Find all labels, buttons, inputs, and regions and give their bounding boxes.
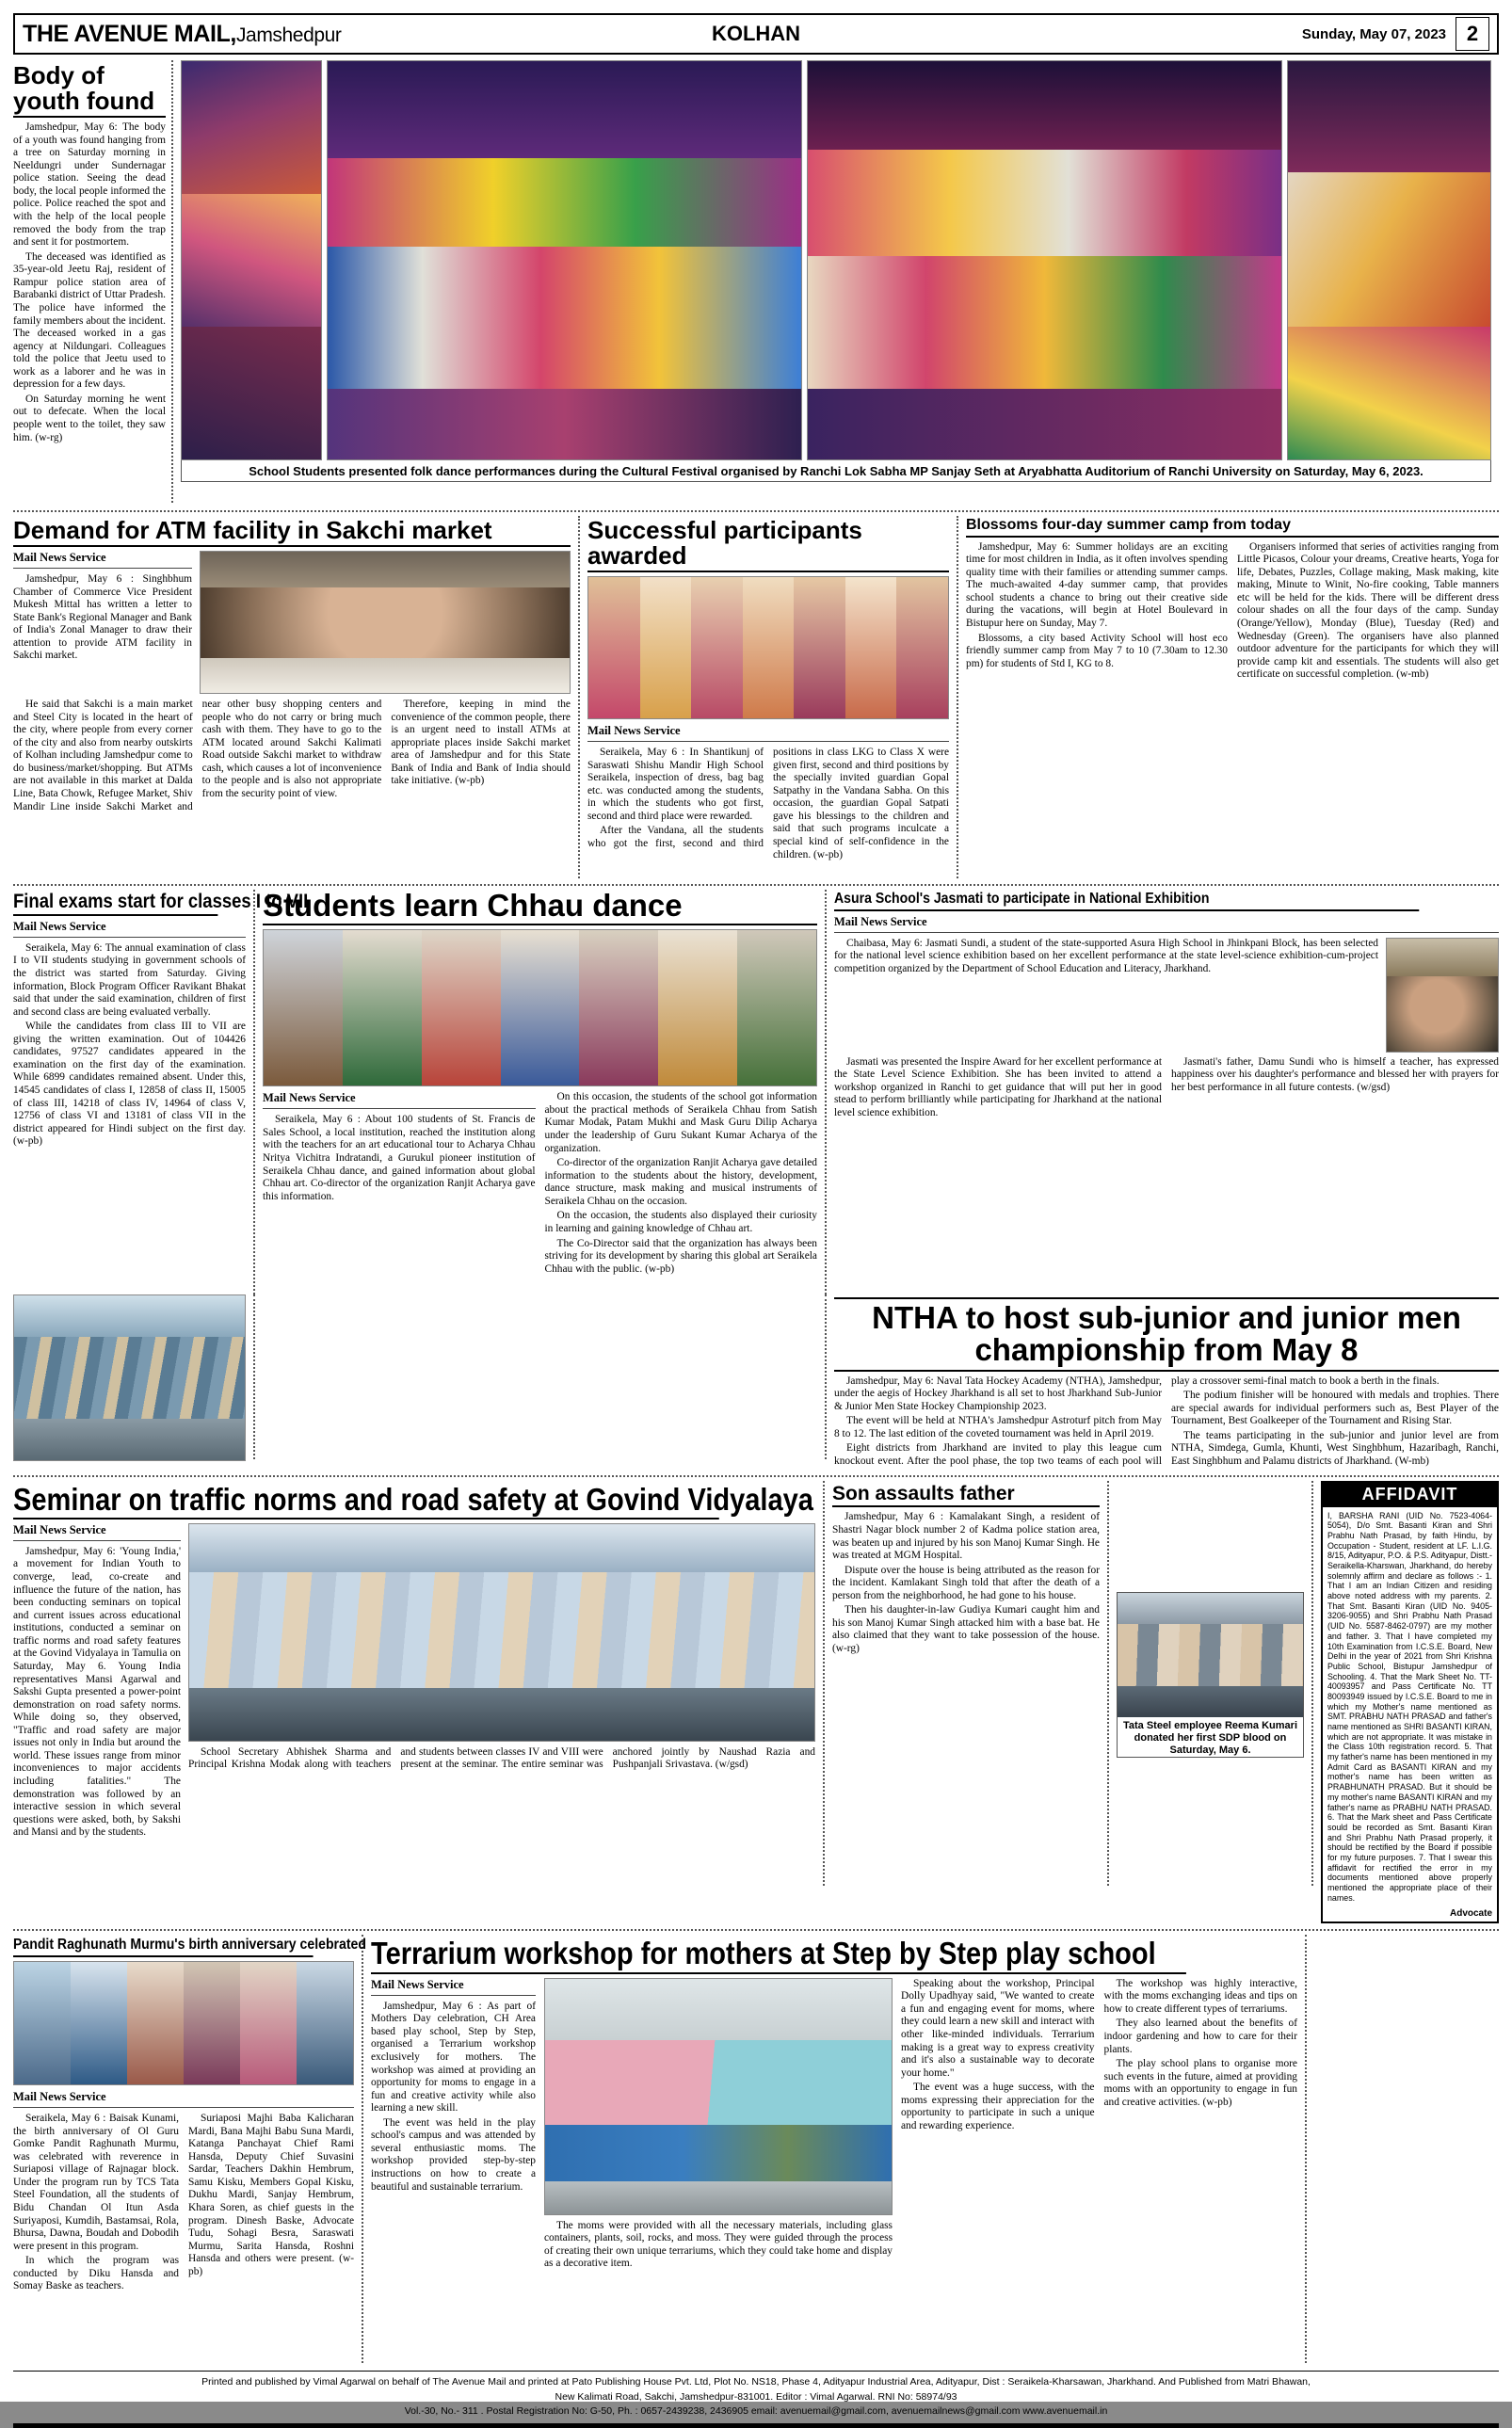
row-two (13, 516, 1499, 878)
article-body (188, 1746, 815, 1773)
lead-photo-1 (181, 60, 322, 460)
article-body (901, 1978, 1297, 2133)
article-chhau (255, 890, 825, 1294)
paragraph: Seraikela, May 6 : About 100 students of St. Francis de Sales School, a local institution, reached the institution along with the teachers for an art educational tour to Acharya Chhau Nritya Vichitra Indratandi, a Gurukul pioneer institution of Seraikela Chhau dance, and gained information about global Chhau art. Co-director of the organization Ranjit Acharya gave this information. (263, 1114, 536, 1202)
article-body (832, 1511, 1100, 1655)
paragraph: Seraikela, May 6 : Baisak Kunami, the birth anniversary of Ol Guru Gomke Pandit Raghunath Murmu, was celebrated with reverence in Suriaposi village of Rajnagar block. Under the program run by TCS Tata Steel Foundation, all the students of Bidu Chandan Ol Itun Asda Suriyaposi, Kumdih, Bastamsai, Rola, Bhursa, Dawna, Boudah and Dobodih were present in this program. (13, 2113, 179, 2252)
pandit-photo (13, 1961, 354, 2085)
article-body (13, 573, 192, 663)
paragraph: On this occasion, the students of the school got information about the practical methods of Seraikela Chhau from Satish Kumar Modak, Patam Mukhi and Mask Guru Dilip Acharya under the leadership of Guru Sukant Kumar Acharya of the organization. (544, 1091, 817, 1154)
article-seminar (13, 1481, 823, 1924)
atm-photo (200, 551, 571, 694)
paragraph: The podium finisher will be honoured with medals and trophies. There are special awards for individual performers such as, Best Player of the Tournament, Best Goalkeeper of the Tournament and Rising Star. (1171, 1390, 1499, 1427)
article-son-assaults (825, 1481, 1107, 1924)
footer-line-2: New Kalimati Road, Sakchi, Jamshedpur-831001. Editor : Vimal Agarwal. RNI No: 58974/93 (555, 2390, 957, 2403)
paragraph: The Co-Director said that the organization has always been striving for its development by sharing this global art Seraikela Chhau with the public. (w-pb) (544, 1237, 817, 1275)
blood-donation-block (1109, 1481, 1311, 1924)
affidavit-box (1321, 1481, 1499, 1924)
article-body (13, 2113, 354, 2293)
footer-line-3: Vol.-30, No.- 311 . Postal Registration No: G-50, Ph. : 0657-2439238, 2436905 email: avenuemail@gmail.com, avenuemailnews@gmail.com www.avenuemail.in (404, 2404, 1108, 2417)
headline-final-exams: Final exams start for classes I to VII (13, 892, 217, 916)
byline-mail-news-service: Mail News Service (587, 724, 949, 742)
headline-body-of-youth: Body of youth found (13, 63, 166, 118)
article-blossoms (958, 516, 1499, 878)
article-body (371, 2001, 536, 2194)
paragraph: The event will be held at NTHA's Jamshedpur Astroturf pitch from May 8 to 12. The last edition of the coveted tournament was held in April 2019. (834, 1415, 1162, 1439)
paragraph: Chaibasa, May 6: Jasmati Sundi, a student of the state-supported Asura High School in Jhinkpani Block, has been selected for the national level science exhibition based on her excellent performance at the state level-science exhibition-cum-project competition organized by the Department of School Education and Literacy, Jharkhand. (834, 937, 1378, 974)
byline-mail-news-service: Mail News Service (13, 1523, 181, 1541)
article-pandit (13, 1935, 366, 2363)
paragraph: The deceased was identified as 35-year-old Jeetu Raj, resident of Rampur police station area of Barabanki district of Uttar Pradesh. The police have informed the family members about the incident. The deceased worked in a gas agency at Nildungari. Colleagues told the police that Jeetu used to work as a laborer and he was in depression for a few days. (13, 250, 166, 391)
chhau-photo (263, 929, 817, 1086)
article-final-exams (13, 890, 309, 1294)
paragraph: On the occasion, the students also displayed their curiosity in learning and gaining knowledge of Chhau art. (544, 1210, 817, 1234)
paragraph: In which the program was conducted by Diku Hansda and Somay Baske as teachers. (13, 2255, 179, 2292)
paragraph: He said that Sakchi is a main market and Steel City is located in the heart of the city, where people from every corner of the city and also from nearby outskirts of Kolhan including Jamshedpur come to do business/market/shopping. But ATMs are not available in this market at Dalda Line, Bata Chowk, Refugee Market, Shiv Mandir Line inside Sakchi Market and near other busy shopping centers and people who do not carry or bring much cash with them. They have to go to the ATM located around Sakchi Kalimati Road outside Sakchi market to withdraw cash, which causes a lot of inconvenience to the people and is also not appropriate from the security point of view. (13, 699, 382, 812)
headline-ntha: NTHA to host sub-junior and junior men championship from May 8 (834, 1297, 1499, 1372)
row-three-b-spacer-left (13, 1294, 253, 1470)
masthead-title-block (23, 21, 342, 48)
paragraph: Jasmati was presented the Inspire Award for her excellent performance at the State Level Science Exhibition. She has been invited to attend a workshop organized in Ranchi to get guidance that will put her in good stead to perform brilliantly while participating for Jharkhand at the national level science exhibition. (834, 1055, 1162, 1118)
article-body-of-youth (13, 60, 171, 503)
paragraph: The event was held in the play school's campus and was attended by several enthusiastic moms. The workshop provided step-by-step instructions on how to create a beautiful and sustainable terrarium. (371, 2116, 536, 2193)
headline-chhau: Students learn Chhau dance (263, 890, 817, 925)
seminar-photo (188, 1523, 815, 1742)
paragraph: After the Vandana, all the students who got the first, second and third positions in class LKG to Class X were given first, second and third positions by the specially invited guardian Gopal Satpathy in the Vandana Sabha. On this occasion, the guardian Gopal Satpati gave his blessings to the children and said that such programs inculcate a special kind of self-confidence in the children. (w-pb) (587, 747, 949, 860)
masthead-section: KOLHAN (711, 22, 801, 45)
row-three-b-spacer-mid (255, 1294, 825, 1470)
paragraph: Jamshedpur, May 6: The body of a youth was found hanging from a tree on Saturday morning in Neeldungri under Sundernagar police station. Seeing the dead body, the local people informed the police. Police reached the spot and with the help of the local people removed the body from the trap and sent it for postmortem. (13, 121, 166, 249)
paragraph: Jamshedpur, May 6 : Kamalakant Singh, a resident of Shastri Nagar block number 2 of Kadma police station area, was beaten up and injured by his son Manoj Kumar Singh. He was treated at MGM Hospital. (832, 1511, 1100, 1562)
row-four (13, 1481, 1499, 1924)
paragraph: Co-director of the organization Ranjit Acharya gave detailed information to the students about the history, development, dance structure, mask making and musical instruments of Seraikela Chhau on the occasion. (544, 1157, 817, 1207)
lead-photo-caption: School Students presented folk dance performances during the Cultural Festival organised by Ranchi Lok Sabha MP Sanjay Seth at Aryabhatta Auditorium of Ranchi University on Saturday, May 6, 2023. (249, 464, 1424, 478)
classroom-photo (13, 1294, 246, 1461)
paragraph: They also learned about the benefits of indoor gardening and how to care for their plants. (1103, 2018, 1297, 2055)
row-five (13, 1935, 1499, 2363)
terrarium-photo (544, 1978, 893, 2215)
article-body (834, 1375, 1499, 1470)
paragraph: Speaking about the workshop, Principal Dolly Upadhyay said, "We wanted to create a fun and engaging event for moms, where they could learn a new skill and interact with other like-minded individuals. Terrarium making is a great way to express creativity and it's also a sustainable way to decorate your home." (901, 1977, 1095, 2079)
masthead-datetext: May 07, 2023 (1356, 25, 1446, 42)
paragraph: The play school plans to organise more such events in the future, aimed at providing moms with an opportunity to engage in fun and creative activities. (w-pb) (1103, 2058, 1297, 2108)
paragraph: On Saturday morning he went out to defecate. When the local people went to the toilet, they saw him. (w-rg) (13, 393, 166, 443)
lead-photo-2 (327, 60, 802, 460)
page-footer (13, 2375, 1499, 2419)
page-number: 2 (1456, 17, 1489, 51)
article-body (13, 1546, 181, 1840)
affidavit-block (1313, 1481, 1499, 1924)
article-body (834, 1056, 1499, 1120)
paragraph: Dispute over the house is being attributed as the reason for the incident. Kamlakant Singh told that after the death of a person from the neighborhood, he had gone to his house. (832, 1564, 1100, 1601)
article-asura (827, 890, 1499, 1294)
row-three (13, 890, 1499, 1294)
paragraph: The event was a huge success, with the moms expressing their appreciation for the opportunity to participate in such a unique and rewarding experience. (901, 2082, 1095, 2131)
headline-asura: Asura School's Jasmati to participate in National Exhibition (834, 892, 1419, 911)
article-body (544, 2220, 893, 2271)
byline-mail-news-service: Mail News Service (13, 920, 246, 938)
blood-donation-photo (1118, 1593, 1303, 1717)
paragraph: Eight districts from Jharkhand are invited to play this league cum knockout event. After the pool phase, the top two teams of each pool will play a crossover semi-final match to book a berth in the finals. (834, 1375, 1440, 1467)
byline-mail-news-service: Mail News Service (371, 1978, 536, 1996)
paragraph: Jamshedpur, May 6: 'Young India,' a movement for Indian Youth to converge, lead, co-create and influence the future of the nation, has been conducting seminars on topical and current issues across educational institutions, conducted a seminar on traffic norms and road safety features at the Govind Vidyalaya in Tamulia on Saturday, May 6. Young India representatives Mansi Agarwal and Sakshi Gupta presented a power-point demonstration on road safety norms. While doing so, they observed, "Traffic and road safety are major issues not only in India but around the world. These issues range from minor inconveniences to major accidents including fatalities." The demonstration was followed by an interactive session in which several questions were asked, both, by Sakshi and Mansi and by the students. (13, 1545, 181, 1839)
lead-photo-4 (1287, 60, 1491, 460)
article-body (966, 541, 1499, 682)
paragraph: Jamshedpur, May 6: Summer holidays are an exciting time for most children in India, as it often involves spending quality time with their families or attending summer camps. The much-awaited 4-day summer camp, that provides school students a chance to bring out their creative side during the vacations, will begin at Hotel Boulevard in Bistupur here on Sunday, May 7. (966, 540, 1228, 629)
article-terrarium (363, 1935, 1305, 2363)
headline-seminar: Seminar on traffic norms and road safety at Govind Vidyalaya (13, 1484, 719, 1520)
footer-line-1: Printed and published by Vimal Agarwal on behalf of The Avenue Mail and printed at Pato Publishing House Pvt. Ltd, Plot No. NS18, Phase 4, Adityapur Industrial Area, Adityapur, Dist : Seraikela-Kharsawan, Jharkhand. And Published from Matri Bhawan, (201, 2376, 1311, 2388)
paragraph: School Secretary Abhishek Sharma and Principal Krishna Modak along with teachers and students between classes IV and VIII were present at the seminar. The entire seminar was anchored jointly by Naushad Razia and Pushpanjali Srivastava. (w/gsd) (188, 1745, 815, 1771)
paragraph: Blossoms, a city based Activity School will host eco friendly summer camp from May 7 to 10 (7.30am to 12.30 pm) for students of Std I, KG to 8. (966, 632, 1228, 669)
blood-donation-caption: Tata Steel employee Reema Kumari donated her first SDP blood on Saturday, May 6. (1122, 1719, 1298, 1756)
headline-blossoms: Blossoms four-day summer camp from today (966, 518, 1499, 538)
paragraph: Seraikela, May 6: The annual examination of class I to VII students studying in government schools of the district was started from Saturday. Giving information, Block Program Officer Ravikant Bhakat said that under the said examination, children of first and second class are being evaluated verbally. (13, 941, 246, 1018)
masthead-city: Jamshedpur (235, 24, 342, 46)
paragraph: Jamshedpur, May 6: Naval Tata Hockey Academy (NTHA), Jamshedpur, under the aegis of Hockey Jharkhand is all set to host Jharkhand Sub-Junior & Junior Men State Hockey Championship 2023. (834, 1375, 1162, 1412)
masthead-title: THE AVENUE MAIL, (23, 20, 236, 47)
paragraph: Suriaposi Majhi Baba Kalicharan Mardi, Bana Majhi Babu Suna Mardi, Katanga Panchayat Chief Rami Hansda, Deputy Chief Suvasini Sardar, Teachers Dakhin Hembrum, Samu Kisku, Members Gopal Kisku, Dukhu Mardi, Sanjay Hembrum, Khara Soren, as chief guests in the program. Dinesh Baske, Advocate Tudu, Sohagi Besra, Saraswati Murmu, Sarita Hansda, Roshni Hansda and others were present. (w-pb) (188, 2113, 354, 2277)
successful-photo (587, 576, 949, 719)
lead-photo-3 (807, 60, 1282, 460)
row-five-right-spacer (1307, 1935, 1499, 2363)
headline-pandit: Pandit Raghunath Murmu's birth anniversary celebrated (13, 1938, 314, 1957)
article-atm (13, 516, 578, 878)
paragraph: Seraikela, May 6 : In Shantikunj of Saraswati Shishu Mandir High School Seraikela, inspection of dress, bag bag etc. was conducted among the students, in which the students who got first, second and third place were rewarded. (587, 747, 764, 822)
headline-successful: Successful participants awarded (587, 518, 949, 572)
article-body (263, 1114, 536, 1203)
byline-mail-news-service: Mail News Service (263, 1091, 536, 1109)
article-body (13, 121, 166, 444)
masthead-day: Sunday, (1301, 25, 1357, 42)
byline-mail-news-service: Mail News Service (13, 551, 192, 569)
article-successful (580, 516, 957, 878)
asura-photo (1386, 938, 1499, 1053)
paragraph: While the candidates from class III to VII are giving the written examination. Out of 104426 candidates, 97527 candidates appeared in the examination on the first day of the examination. While 6899 candidates remained absent. Under this, 14545 candidates of class I, 12858 of class II, 15005 of class III, 14218 of class IV, 14964 of class V, 12756 of class VI and 13181 of class VII in the district appeared for Hindi subject on the first day. (w-pb) (13, 1021, 246, 1148)
article-body (834, 938, 1378, 976)
byline-mail-news-service: Mail News Service (834, 915, 1499, 933)
affidavit-body: I, BARSHA RANI (UID No. 7523-4064-5054), D/o Smt. Basanti Kiran and Shri Prabhu Nath Prasad, by faith Hindu, by Occupation - Student, resident at LF. L.I.G. 8/15, Adityapur, P.O. & P.S. Adityapur, Distt.-Seraikella-Kharswan, Jharkhand, do hereby solemnly affirm and declare as follows :- 1. That I am an Indian Citizen and residing above noted address with my parents. 2. That Smt. Basanti Kiran (UID No. 9405-3206-9055) and Shri Prabhu Nath Prasad (UID No. 5587-8462-0797) are my mother and father. 3. That I have completed my 10th Examination from I.C.S.E. Board, New Delhi in the year of 2021 from Shri Krishna Public School, Bistupur Jamshedpur of Schooling. 4. That the Mark Sheet No. TT-40093957 and Pass Certificate No. TT 80093949 issued by I.C.S.E. Board to me in which my Mother's name mentioned as SMT. PRABHU NATH PRASAD and father's name mentioned as SHRI BASANTI KIRAN, which are not appropriate. It was mistake in the Class 10th registration record. 5. That my father's name has been mentioned in my Admit Card as BASANTI KIRAN and my mother's name has been written as PRABHUNATH PRASAD. But it should be my mother's name BASANTI KIRAN and my father's name as PRABHU NATH PRASAD. 6. That the Mark sheet and Pass Certificate sould be recorded as Smt. Basanti Kiran and Shri Prabhu Nath Prasad properly, it should be rectified by the Board if possible for my future purposes. 7. That I swear this affidavit for rectified the error in my documents mentioned above properly mentioned the appropriate place of their names. (1327, 1510, 1492, 1903)
article-body (545, 1091, 818, 1276)
headline-terrarium: Terrarium workshop for mothers at Step by Step play school (371, 1938, 1186, 1973)
affidavit-title: AFFIDAVIT (1323, 1483, 1497, 1507)
article-body (13, 699, 571, 813)
article-body (13, 942, 246, 1149)
paragraph: Jasmati's father, Damu Sundi who is himself a teacher, has expressed happiness over his daughter's performance and blessed her with prayers for her best performance in all future contests. (w/gsd) (1171, 1055, 1499, 1093)
masthead-date (1302, 26, 1446, 42)
masthead-right (1302, 17, 1489, 51)
paragraph: The teams participating in the sub-junior and junior level are from NTHA, Simdega, Gumla, Khunti, West Singhbhum, Hazaribagh, Ranchi, East Singhbhum and Palamu districts of Jharkhand. (W-mb) (1171, 1429, 1499, 1467)
row-three-b (13, 1294, 1499, 1470)
article-ntha (827, 1294, 1499, 1470)
paragraph: The moms were provided with all the necessary materials, including glass containers, plants, soil, rocks, and moss. They were guided through the process of creating their own unique terrariums, which they could take home and display as a decorative item. (544, 2219, 893, 2270)
article-body (587, 747, 949, 861)
byline-mail-news-service: Mail News Service (13, 2090, 354, 2108)
paragraph: The workshop was highly interactive, with the moms exchanging ideas and tips on how to create different types of terrariums. (1103, 1977, 1297, 2015)
headline-son-assaults: Son assaults father (832, 1484, 1100, 1508)
paragraph: Then his daughter-in-law Gudiya Kumari caught him and his son Manoj Kumar Singh attacked him with a base bat. He also claimed that they want to take possession of the house. (w-rg) (832, 1604, 1100, 1655)
paragraph: Jamshedpur, May 6 : As part of Mothers Day celebration, CH Area based play school, Step by Step, organised a Terrarium workshop exclusively for mothers. The workshop was aimed at providing an opportunity for moms to engage in a fun and creative activity while also learning a new skill. (371, 2000, 536, 2114)
headline-atm: Demand for ATM facility in Sakchi market (13, 518, 571, 547)
row-lead (13, 60, 1499, 503)
paragraph: Organisers informed that series of activities ranging from Little Picasos, Colour your dreams, Creative hearts, Yoga for life, Debates, Puzzles, Collage making, Mask making, kite making, Minute to Winit, No-fire cooking, Table manners etc will be held for the kids. There will be different dress colour shades on all the four days of the camp. Sunday (Orange/Yellow), Monday (Blue), Tuesday (Red) and Wednesday (Green). The organisers have also planned outdoor adventure for the participants for which they will provide camp kit and essentials. The students will also get certificate on successful completion. (w-mb) (1237, 540, 1499, 681)
paragraph: Therefore, keeping in mind the convenience of the common people, there is an urgent need to install ATMs at appropriate places inside Sakchi market area of Jamshedpur and for this State Bank of India and Bank of India should take initiative. (w-pb) (391, 699, 571, 787)
lead-photo-group (173, 60, 1491, 503)
paragraph: Jamshedpur, May 6 : Singhbhum Chamber of Commerce Vice President Mukesh Mittal has written a letter to State Bank's Regional Manager and Bank of India's Zonal Manager to draw their attention to provide ATM facility in Sakchi market. (13, 573, 192, 662)
affidavit-signature: Advocate (1449, 1908, 1492, 1920)
masthead (13, 13, 1499, 55)
